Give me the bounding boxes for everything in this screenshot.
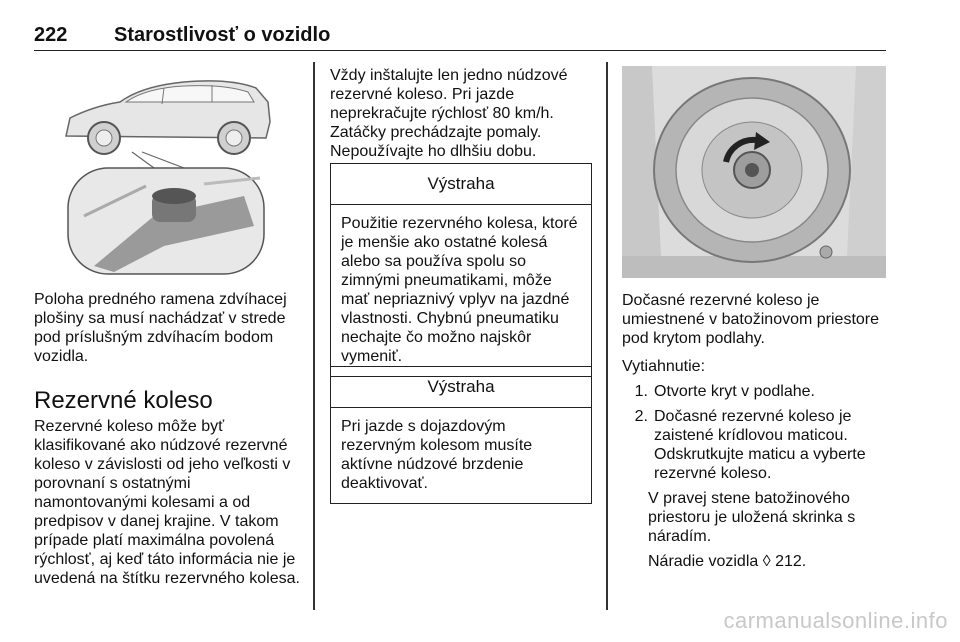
step-number: 1.	[634, 383, 648, 400]
page-number: 222	[34, 24, 68, 46]
section-title: Rezervné koleso	[34, 387, 213, 414]
step-text: Dočasné rezervné koleso je zaistené krídlovou maticou. Odskrutkujte maticu a vyberte rezervné koleso.	[654, 408, 866, 482]
removal-steps	[622, 382, 886, 483]
page-ref-number: 212.	[775, 553, 807, 570]
car-jack-figure	[34, 66, 298, 278]
warning-title-2: Výstraha	[331, 367, 591, 408]
warning-text-1: Použitie rezervného kolesa, ktoré je menšie ako ostatné kolesá alebo sa používa spolu so zimnými pneumatikami, môže mať nepriaznivý vplyv na jazdné vlastnosti. Chybnú pneumatiku nechajte čo možno najskôr vymeniť.	[341, 215, 578, 365]
car-jack-illustration	[34, 66, 298, 278]
removal-label: Vytiahnutie:	[622, 358, 706, 375]
step-item	[622, 407, 886, 483]
right-note-2	[622, 552, 886, 571]
step-item	[622, 382, 886, 401]
spare-wheel-illustration	[622, 66, 886, 278]
chapter-title: Starostlivosť o vozidlo	[114, 24, 331, 46]
watermark: carmanualsonline.info	[723, 608, 948, 633]
warning-box-1	[330, 163, 592, 377]
warning-title-1: Výstraha	[331, 164, 591, 205]
tools-label: Náradie vozidla	[648, 553, 759, 570]
column-divider-right	[606, 62, 608, 610]
right-note-1: V pravej stene batožinového priestoru je uložená skrinka s náradím.	[648, 490, 856, 545]
middle-intro	[330, 66, 592, 161]
figure-caption: Poloha predného ramena zdvíhacej plošiny sa musí nachádzať v strede pod príslušným zdvíhacím bodom vozidla.	[34, 291, 287, 365]
left-column	[34, 290, 304, 588]
section-text: Rezervné koleso môže byť klasifikované ako núdzové rezervné koleso v závislosti od jeho veľkosti v porovnaní s ostatnými namontovanými kolesami a od predpisov v danej krajine. V takom prípade platí maximálna povolená rýchlosť, aj keď táto informácia nie je uvedená na štítku rezervného kolesa.	[34, 418, 300, 587]
page-header	[34, 20, 886, 51]
warning-box-2	[330, 366, 592, 504]
page-ref-icon: ◊	[762, 553, 771, 570]
intro-text: Vždy inštalujte len jedno núdzové rezervné koleso. Pri jazde neprekračujte rýchlosť 80 km/h. Zatáčky prechádzajte pomaly. Nepoužívajte ho dlhšiu dobu.	[330, 67, 568, 160]
right-para-1: Dočasné rezervné koleso je umiestnené v batožinovom priestore pod krytom podlahy.	[622, 292, 880, 347]
step-text: Otvorte kryt v podlahe.	[654, 383, 815, 400]
right-column	[622, 291, 886, 571]
column-divider-left	[313, 62, 315, 610]
step-number: 2.	[634, 408, 648, 425]
spare-wheel-figure	[622, 66, 886, 278]
warning-text-2: Pri jazde s dojazdovým rezervným kolesom musíte aktívne núdzové brzdenie deaktivovať.	[341, 418, 533, 492]
